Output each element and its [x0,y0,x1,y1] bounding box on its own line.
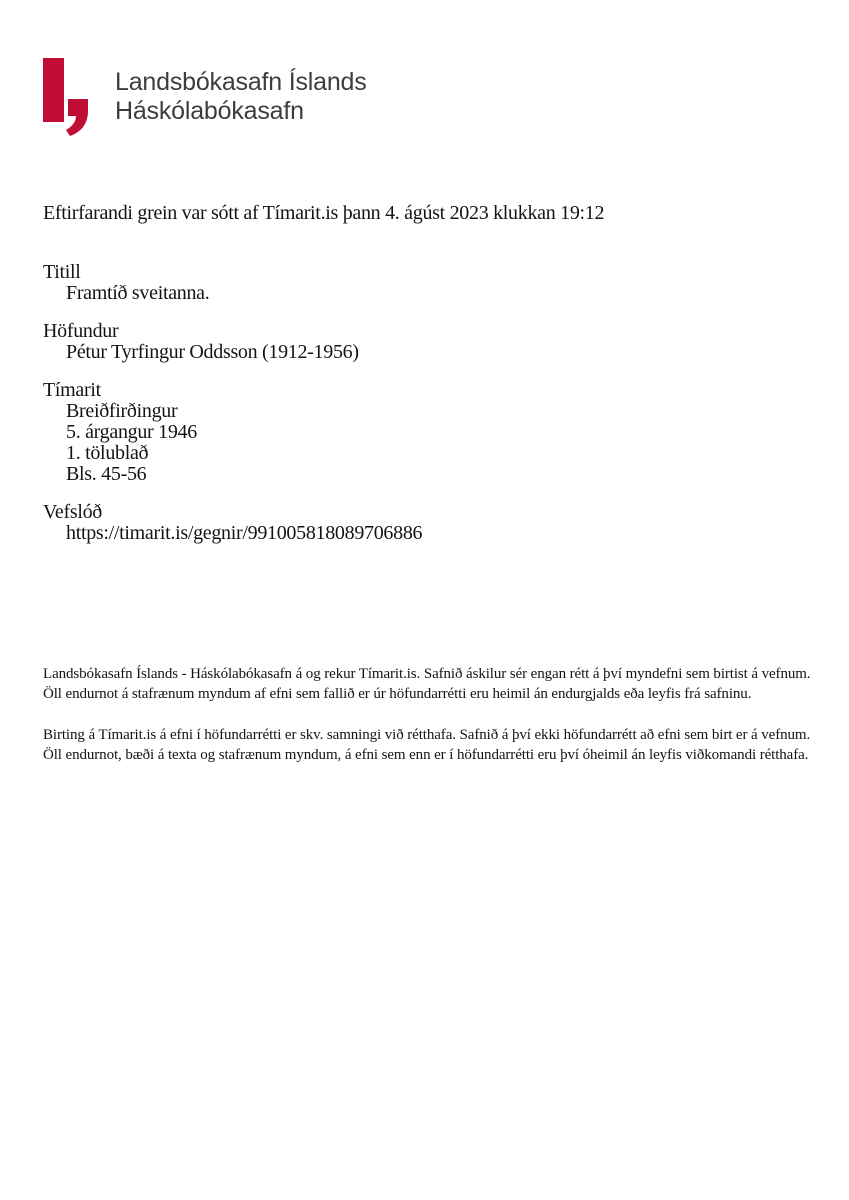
title-label: Titill [43,261,81,283]
author-name: Pétur Tyrfingur Oddsson (1912-1956) [66,341,359,363]
section-author [43,321,422,363]
retrieval-statement: Eftirfarandi grein var sótt af Tímarit.is þann 4. ágúst 2023 klukkan 19:12 [43,202,605,224]
author-label: Höfundur [43,320,119,342]
library-name-line2: Háskólabókasafn [115,97,304,125]
disclaimer-paragraph-2: Birting á Tímarit.is á efni í höfundarrétti er skv. samningi við rétthafa. Safnið á því ekki höfundarrétt að efni sem birt er á vefnum. Öll endurnot, bæði á texta og stafrænum myndum, á efni sem enn er í höfundarrétti eru því óheimil án leyfis viðkomandi rétthafa. [43,727,811,763]
journal-issue: 1. tölublað [66,442,149,464]
library-name [115,58,367,126]
url-label: Vefslóð [43,501,103,523]
section-title [43,262,422,304]
journal-pages: Bls. 45-56 [66,463,147,485]
article-url-link[interactable]: https://timarit.is/gegnir/991005818089706886 [66,522,423,544]
article-title: Framtíð sveitanna. [66,282,210,304]
copyright-disclaimer [43,665,821,787]
disclaimer-paragraph-1: Landsbókasafn Íslands - Háskólabókasafn á og rekur Tímarit.is. Safnið áskilur sér engan rétt á því myndefni sem birtist á vefnum. Öll endurnot á stafrænum myndum af efni sem fallið er úr höfundarrétti eru heimil án endurgjalds eða leyfis frá safninu. [43,666,811,702]
section-journal [43,380,422,485]
journal-label: Tímarit [43,379,101,401]
landsbokasafn-l-comma-icon [43,58,89,136]
journal-volume-year: 5. árgangur 1946 [66,421,197,443]
library-logo [43,58,367,136]
journal-name: Breiðfirðingur [66,400,178,422]
library-name-line1: Landsbókasafn Íslands [115,68,367,96]
article-metadata [43,262,422,561]
section-url [43,502,422,544]
